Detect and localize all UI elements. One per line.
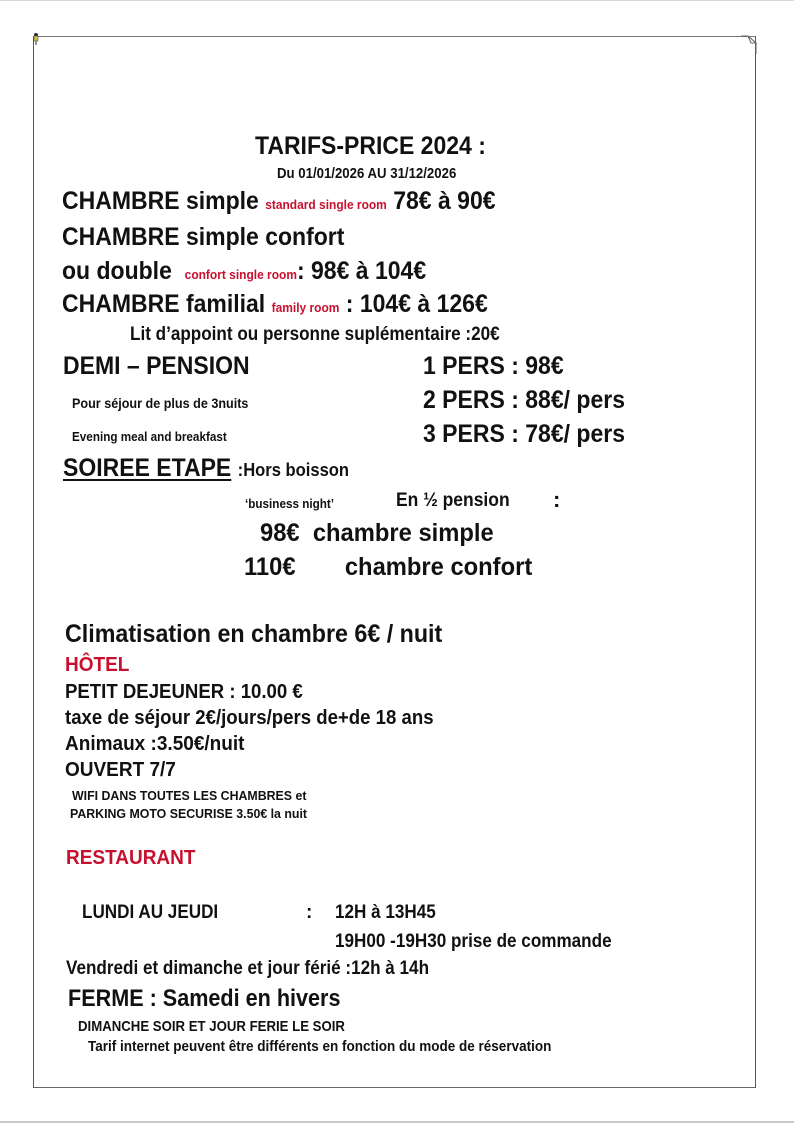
hotel-heading: HÔTEL	[65, 654, 130, 676]
half-board-heading: DEMI – PENSION	[63, 352, 250, 380]
room-confort-line1: CHAMBRE simple confort	[62, 223, 345, 251]
offer-confort-room: chambre confort	[344, 553, 533, 581]
restaurant-heading: RESTAURANT	[66, 847, 196, 869]
parking-note: PARKING MOTO SECURISE 3.50€ la nuit	[70, 806, 307, 821]
room-simple-price: 78€ à 90€	[393, 187, 496, 215]
business-night-suffix: :Hors boisson	[237, 460, 350, 480]
half-board-english: Evening meal and breakfast	[72, 429, 227, 444]
half-board-note: Pour séjour de plus de 3nuits	[72, 395, 249, 411]
air-conditioning: Climatisation en chambre 6€ / nuit	[65, 620, 443, 648]
page-title: TARIFS-PRICE 2024 :	[255, 132, 486, 160]
room-confort-english: confort single room	[184, 267, 297, 282]
offer-simple-room: chambre simple	[312, 519, 494, 547]
weekday-colon: :	[306, 902, 313, 923]
room-simple-label: CHAMBRE simple	[62, 187, 259, 215]
closed-days: FERME : Samedi en hivers	[68, 985, 341, 1012]
weekday-lunch-hours: 12H à 13H45	[335, 902, 436, 923]
weekday-dinner-hours: 19H00 -19H30 prise de commande	[335, 931, 612, 952]
offer-simple-price: 98€	[260, 519, 300, 547]
room-family-price: : 104€ à 126€	[345, 290, 488, 318]
half-board-rate-2: 2 PERS : 88€/ pers	[423, 386, 625, 414]
tourist-tax: taxe de séjour 2€/jours/pers de+de 18 ans	[65, 707, 434, 729]
closed-evenings: DIMANCHE SOIR ET JOUR FERIE LE SOIR	[78, 1018, 345, 1035]
wifi-note: WIFI DANS TOUTES LES CHAMBRES et	[72, 788, 307, 803]
room-simple	[62, 189, 533, 214]
top-edge	[0, 0, 794, 1]
room-confort-line2	[62, 259, 458, 284]
business-night-offer-confort	[244, 555, 547, 580]
business-night-line	[63, 456, 374, 481]
business-night-english: ‘business night’	[245, 496, 335, 511]
room-confort-label: ou double	[62, 257, 172, 285]
room-family-label: CHAMBRE familial	[62, 290, 266, 318]
date-range: Du 01/01/2026 AU 31/12/2026	[277, 165, 457, 182]
business-night-heading: SOIREE ETAPE	[63, 454, 232, 482]
offer-confort-price: 110€	[244, 553, 296, 581]
weekday-label: LUNDI AU JEUDI	[82, 902, 219, 923]
pets-price: Animaux :3.50€/nuit	[65, 733, 245, 755]
extra-bed: Lit d’appoint ou personne suplémentaire :20€	[130, 324, 500, 345]
business-night-half-board: En ½ pension	[396, 490, 510, 511]
open-days: OUVERT 7/7	[65, 759, 176, 781]
business-night-offer-simple	[260, 521, 506, 546]
internet-rates-note: Tarif internet peuvent être différents en fonction du mode de réservation	[88, 1038, 552, 1055]
room-confort-price: : 98€ à 104€	[296, 257, 427, 285]
room-family-english: family room	[271, 300, 340, 315]
weekend-hours: Vendredi et dimanche et jour férié :12h à 14h	[66, 958, 430, 979]
half-board-rate-1: 1 PERS : 98€	[423, 352, 564, 380]
breakfast-price: PETIT DEJEUNER : 10.00 €	[65, 681, 303, 703]
bottom-edge	[0, 1121, 794, 1123]
pushpin-icon	[31, 32, 41, 46]
folded-corner-icon	[741, 34, 761, 54]
business-night-colon: :	[553, 487, 561, 512]
room-family	[62, 292, 525, 317]
room-simple-english: standard single room	[265, 197, 387, 212]
half-board-rate-3: 3 PERS : 78€/ pers	[423, 420, 625, 448]
